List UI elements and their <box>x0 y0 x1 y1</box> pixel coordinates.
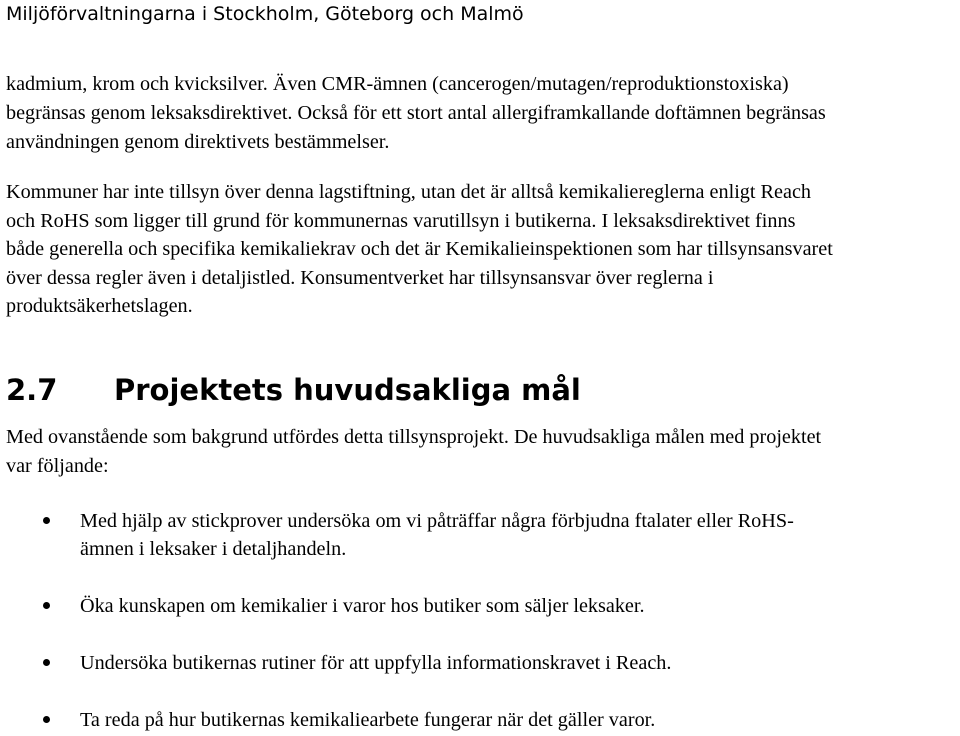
paragraph-line: användningen genom direktivets bestämmelser. <box>6 131 390 153</box>
paragraph-line: både generella och specifika kemikaliekrav och det är Kemikalieinspektionen som har tillsynsansvaret <box>6 238 833 260</box>
paragraph-line: och RoHS som ligger till grund för kommunernas varutillsyn i butikerna. I leksaksdirektivet finns <box>6 210 796 232</box>
list-item-line: Ta reda på hur butikernas kemikaliearbete fungerar när det gäller varor. <box>80 709 656 731</box>
header-divider <box>0 33 960 34</box>
section-heading <box>6 371 581 409</box>
section-title: Projektets huvudsakliga mål <box>114 373 581 407</box>
paragraph-line: begränsas genom leksaksdirektivet. Också för ett stort antal allergiframkallande doftämnen begränsas <box>6 102 826 124</box>
bullet-icon <box>43 517 50 524</box>
section-number: 2.7 <box>6 373 58 407</box>
paragraph-line: kadmium, krom och kvicksilver. Även CMR-ämnen (cancerogen/mutagen/reproduktionstoxiska) <box>6 73 789 95</box>
paragraph-line: över dessa regler även i detaljistled. Konsumentverket har tillsynsansvar över reglerna i <box>6 267 714 289</box>
bullet-icon <box>43 659 50 666</box>
paragraph-line: produktsäkerhetslagen. <box>6 295 193 317</box>
list-item-line: ämnen i leksaker i detaljhandeln. <box>80 538 347 560</box>
paragraph-line: var följande: <box>6 455 109 477</box>
running-header: Miljöförvaltningarna i Stockholm, Göteborg och Malmö <box>6 3 524 25</box>
list-item-line: Öka kunskapen om kemikalier i varor hos butiker som säljer leksaker. <box>80 595 645 617</box>
list-item-line: Undersöka butikernas rutiner för att uppfylla informationskravet i Reach. <box>80 652 672 674</box>
bullet-icon <box>43 716 50 723</box>
paragraph-line: Kommuner har inte tillsyn över denna lagstiftning, utan det är alltså kemikaliereglerna enligt Reach <box>6 181 811 203</box>
paragraph-line: Med ovanstående som bakgrund utfördes detta tillsynsprojekt. De huvudsakliga målen med projektet <box>6 426 822 448</box>
list-item-line: Med hjälp av stickprover undersöka om vi påträffar några förbjudna ftalater eller RoHS- <box>80 510 794 532</box>
bullet-icon <box>43 602 50 609</box>
